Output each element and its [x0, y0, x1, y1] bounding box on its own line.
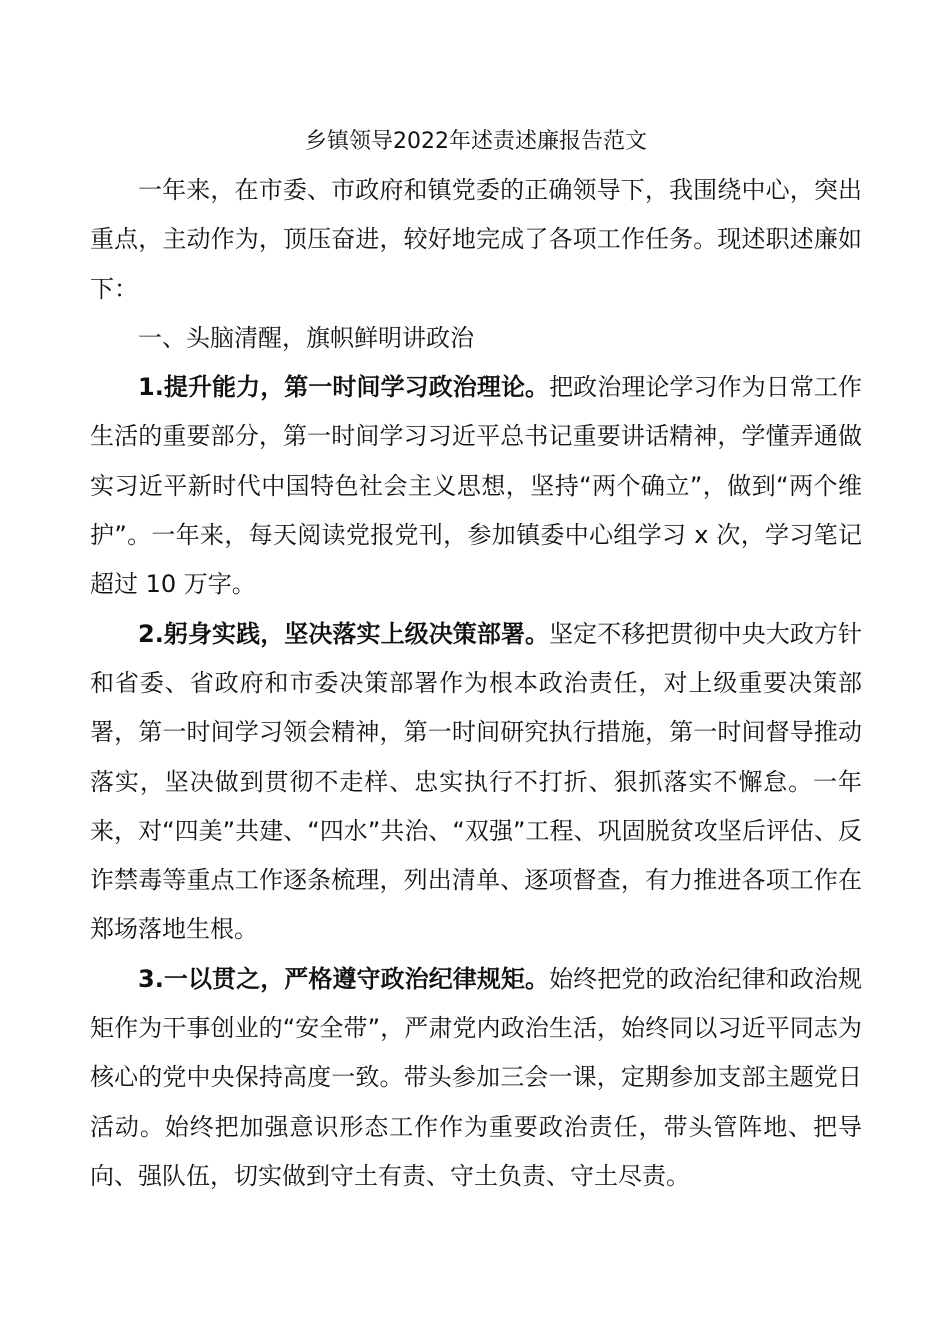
- section-heading: 一、头脑清醒，旗帜鲜明讲政治: [138, 323, 474, 352]
- item-lead-1: 1.提升能力，第一时间学习政治理论。: [138, 373, 550, 402]
- item-paragraph-3: [90, 955, 862, 1201]
- item-body-1: 把政治理论学习作为日常工作生活的重要部分，第一时间学习习近平总书记重要讲话精神，学懂弄通做实习近平新时代中国特色社会主义思想，坚持“两个确立”，做到“两个维护”。一年来，每天阅读党报党刊，参加镇委中心组学习 x 次，学习笔记超过 10 万字。: [90, 373, 862, 599]
- item-lead-2: 2.躬身实践，坚决落实上级决策部署。: [138, 619, 550, 648]
- document-title: 乡镇领导2022年述责述廉报告范文: [305, 129, 647, 154]
- item-body-2: 坚定不移把贯彻中央大政方针和省委、省政府和市委决策部署作为根本政治责任，对上级重要决策部署，第一时间学习领会精神，第一时间研究执行措施，第一时间督导推动落实，坚决做到贯彻不走样、忠实执行不打折、狠抓落实不懈怠。一年来，对“四美”共建、“四水”共治、“双强”工程、巩固脱贫攻坚后评估、反诈禁毒等重点工作逐条梳理，列出清单、逐项督查，有力推进各项工作在郑场落地生根。: [90, 619, 862, 944]
- item-paragraph-2: [90, 610, 862, 955]
- item-lead-3: 3.一以贯之，严格遵守政治纪律规矩。: [138, 964, 550, 993]
- item-body-3: 始终把党的政治纪律和政治规矩作为干事创业的“安全带”，严肃党内政治生活，始终同以习近平同志为核心的党中央保持高度一致。带头参加三会一课，定期参加支部主题党日活动。始终把加强意识形态工作作为重要政治责任，带头管阵地、把导向、强队伍，切实做到守土有责、守土负责、守土尽责。: [90, 964, 862, 1190]
- document-page: [90, 118, 862, 1201]
- item-paragraph-1: [90, 363, 862, 609]
- intro-paragraph: 一年来，在市委、市政府和镇党委的正确领导下，我围绕中心，突出重点，主动作为，顶压奋进，较好地完成了各项工作任务。现述职述廉如下：: [90, 176, 862, 303]
